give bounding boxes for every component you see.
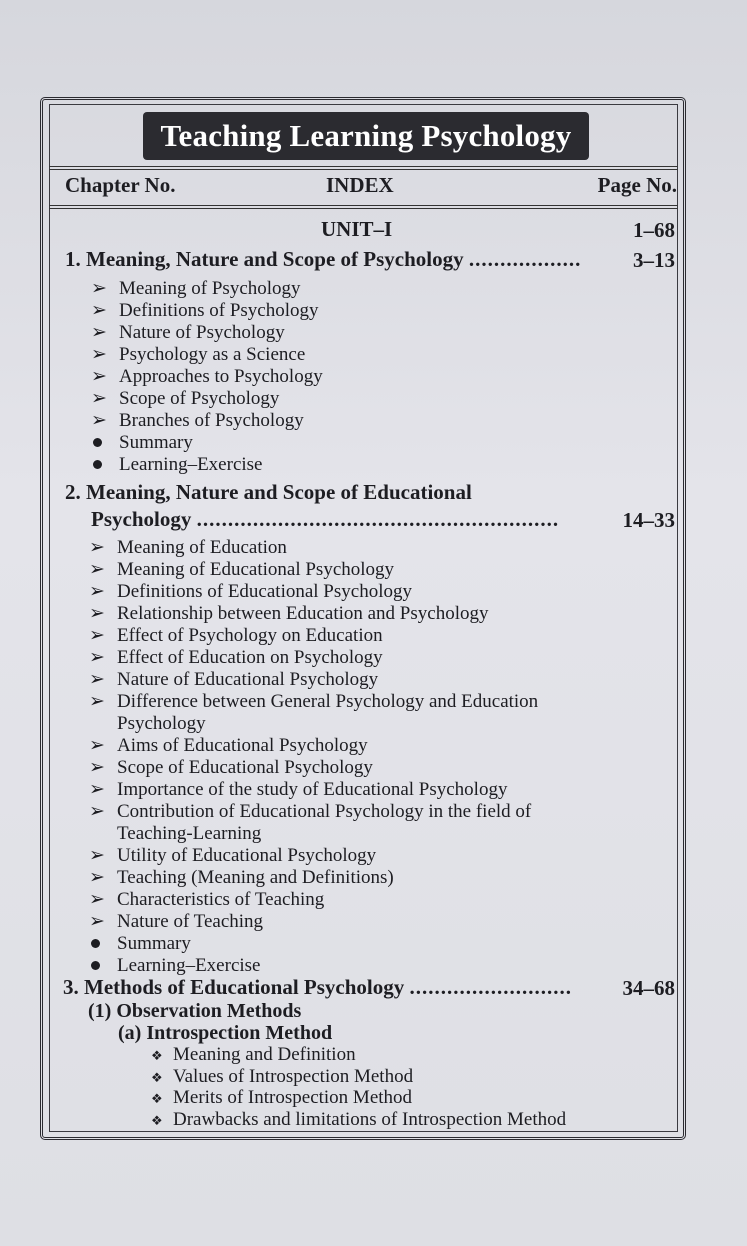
arrow-icon: ➢: [91, 366, 107, 387]
list-item: Learning–Exercise: [89, 955, 260, 977]
chapter-3-title: [63, 976, 572, 998]
divider: [49, 166, 678, 167]
leader-dots: ..........................: [409, 975, 573, 999]
list-item: Summary: [91, 432, 193, 454]
list-item: ➢ Contribution of Educational Psychology in the field of: [89, 801, 532, 822]
list-item-continuation: Psychology: [117, 713, 206, 734]
page-no-header: Page No.: [597, 173, 677, 197]
list-item: ❖ Drawbacks and limitations of Introspection Method: [151, 1109, 567, 1130]
list-item: ➢ Definitions of Educational Psychology: [89, 581, 412, 602]
diamond-icon: ❖: [151, 1091, 163, 1106]
chapter-1-pages: 3–13: [633, 248, 675, 272]
list-item: ➢ Meaning of Psychology: [91, 278, 301, 299]
arrow-icon: ➢: [91, 278, 107, 299]
list-item: Learning–Exercise: [91, 454, 262, 476]
arrow-icon: ➢: [89, 559, 105, 580]
list-item: ➢ Effect of Education on Psychology: [89, 647, 383, 668]
list-item: ➢ Difference between General Psychology and Education: [89, 691, 539, 712]
list-item: ➢ Relationship between Education and Psychology: [89, 603, 489, 624]
chapter-1-title: [65, 248, 581, 270]
arrow-icon: ➢: [89, 889, 105, 910]
list-item: ❖ Values of Introspection Method: [151, 1066, 414, 1087]
arrow-icon: ➢: [89, 801, 105, 822]
list-item: ➢ Nature of Psychology: [91, 322, 285, 343]
chapter-1-title-text: 1. Meaning, Nature and Scope of Psychology: [65, 247, 464, 271]
list-item: ➢ Utility of Educational Psychology: [89, 845, 377, 866]
list-item: ➢ Effect of Psychology on Education: [89, 625, 383, 646]
chapter-3-title-text: 3. Methods of Educational Psychology: [63, 975, 405, 999]
list-item: ➢ Scope of Psychology: [91, 388, 280, 409]
leader-dots: ..........................................................: [196, 507, 560, 531]
arrow-icon: ➢: [89, 911, 105, 932]
arrow-icon: ➢: [89, 691, 105, 712]
list-item: ➢ Nature of Educational Psychology: [89, 669, 379, 690]
list-item: ➢ Psychology as a Science: [91, 344, 306, 365]
chapter-3-pages: 34–68: [622, 976, 675, 1000]
list-item: ➢ Approaches to Psychology: [91, 366, 323, 387]
diamond-icon: ❖: [151, 1113, 163, 1128]
list-item: ➢ Definitions of Psychology: [91, 300, 319, 321]
list-item: ➢ Nature of Teaching: [89, 911, 264, 932]
diamond-icon: ❖: [151, 1070, 163, 1085]
chapter-no-header: Chapter No.: [65, 173, 176, 197]
arrow-icon: ➢: [89, 669, 105, 690]
divider: [49, 208, 678, 209]
arrow-icon: ➢: [89, 867, 105, 888]
list-item: ➢ Meaning of Education: [89, 537, 287, 558]
divider: [49, 169, 678, 170]
chapter-2-title-text: Psychology: [91, 507, 192, 531]
list-item: ➢ Teaching (Meaning and Definitions): [89, 867, 394, 888]
chapter-2-pages: 14–33: [622, 508, 675, 532]
list-item-continuation: Teaching-Learning: [117, 823, 262, 844]
bullet-icon: [93, 460, 102, 469]
arrow-icon: ➢: [91, 300, 107, 321]
list-item: ❖ Meaning and Definition: [151, 1044, 356, 1065]
arrow-icon: ➢: [89, 537, 105, 558]
list-item: ❖ Merits of Introspection Method: [151, 1087, 413, 1108]
arrow-icon: ➢: [89, 735, 105, 756]
list-item: ➢ Aims of Educational Psychology: [89, 735, 368, 756]
list-item: ➢ Characteristics of Teaching: [89, 889, 325, 910]
arrow-icon: ➢: [89, 603, 105, 624]
divider: [49, 205, 678, 206]
section-heading: (1) Observation Methods: [88, 1000, 302, 1022]
arrow-icon: ➢: [91, 322, 107, 343]
leader-dots: ..................: [468, 247, 582, 271]
unit-label: UNIT–I: [321, 217, 393, 241]
list-item: ➢ Branches of Psychology: [91, 410, 304, 431]
bullet-icon: [91, 961, 100, 970]
arrow-icon: ➢: [89, 779, 105, 800]
unit-pages: 1–68: [633, 218, 675, 242]
arrow-icon: ➢: [89, 845, 105, 866]
bullet-icon: [93, 438, 102, 447]
arrow-icon: ➢: [89, 647, 105, 668]
index-header: INDEX: [326, 173, 394, 197]
arrow-icon: ➢: [89, 757, 105, 778]
list-item: Summary: [89, 933, 191, 955]
list-item: ➢ Meaning of Educational Psychology: [89, 559, 395, 580]
list-item: ➢ Scope of Educational Psychology: [89, 757, 373, 778]
arrow-icon: ➢: [89, 625, 105, 646]
arrow-icon: ➢: [89, 581, 105, 602]
arrow-icon: ➢: [91, 344, 107, 365]
chapter-2-title: 2. Meaning, Nature and Scope of Educational: [65, 480, 472, 504]
list-item: ➢ Importance of the study of Educational Psychology: [89, 779, 508, 800]
arrow-icon: ➢: [91, 388, 107, 409]
bullet-icon: [91, 939, 100, 948]
book-title: Teaching Learning Psychology: [143, 112, 589, 160]
arrow-icon: ➢: [91, 410, 107, 431]
diamond-icon: ❖: [151, 1048, 163, 1063]
chapter-2-title-cont: [91, 508, 559, 530]
subsection-heading: (a) Introspection Method: [118, 1022, 333, 1044]
